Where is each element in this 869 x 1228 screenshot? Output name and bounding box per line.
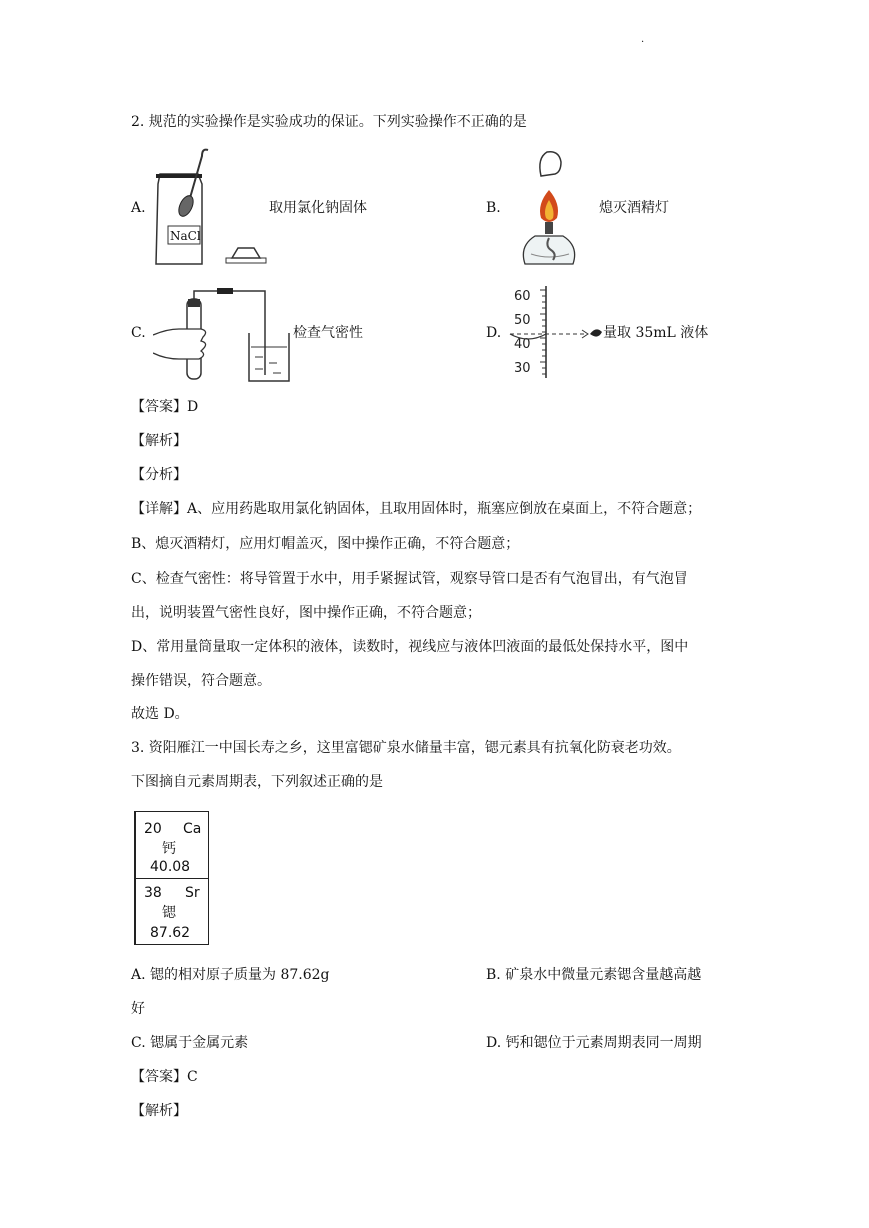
cylinder-tick-60: 60	[514, 289, 531, 304]
q3-analysis-heading: 【解析】	[131, 1103, 187, 1119]
element-symbol: Sr	[185, 885, 200, 901]
element-name: 钙	[162, 841, 176, 857]
header-mark: .	[641, 34, 645, 45]
q2-detail-line: 故选 D。	[131, 706, 189, 722]
q2-option-d-caption: 量取 35mL 液体	[603, 325, 709, 341]
q2-detail-line: B、熄灭酒精灯，应用灯帽盖灭，图中操作正确，不符合题意；	[131, 536, 520, 552]
element-cell-ca	[136, 812, 208, 879]
q3-option-d: D. 钙和锶位于元素周期表同一周期	[486, 1035, 702, 1051]
q2-option-d-letter: D.	[486, 325, 502, 341]
q2-stem: 2. 规范的实验操作是实验成功的保证。下列实验操作不正确的是	[131, 114, 527, 130]
periodic-table-excerpt	[134, 811, 209, 945]
q2-option-b-caption: 熄灭酒精灯	[599, 200, 669, 216]
cylinder-tick-30: 30	[514, 361, 531, 376]
element-number: 38	[144, 885, 162, 901]
cylinder-tick-40: 40	[514, 337, 531, 352]
q3-option-b-continued: 好	[131, 1001, 145, 1017]
element-mass: 87.62	[150, 925, 191, 941]
q2-analysis-heading: 【解析】	[131, 433, 187, 449]
element-symbol: Ca	[183, 821, 202, 837]
q2-detail-line: 出，说明装置气密性良好，图中操作正确，不符合题意；	[131, 605, 481, 621]
graduated-cylinder-figure	[506, 284, 606, 384]
cylinder-tick-50: 50	[514, 313, 531, 328]
q2-option-b-letter: B.	[486, 200, 501, 216]
q3-stem-line: 下图摘自元素周期表，下列叙述正确的是	[131, 774, 383, 790]
q2-detail-line: D、常用量筒量取一定体积的液体，读数时，视线应与液体凹液面的最低处保持水平，图中	[131, 639, 689, 655]
q2-option-c-caption: 检查气密性	[293, 325, 363, 341]
q3-answer: 【答案】C	[131, 1069, 198, 1085]
alcohol-lamp-figure	[513, 146, 583, 271]
q2-option-c-letter: C.	[131, 325, 146, 341]
q2-detail-line: C、检查气密性：将导管置于水中，用手紧握试管，观察导管口是否有气泡冒出，有气泡冒	[131, 571, 688, 587]
element-mass: 40.08	[150, 859, 191, 875]
element-cell-sr	[136, 879, 208, 945]
element-number: 20	[144, 821, 162, 837]
airtightness-check-figure	[153, 285, 298, 385]
nacl-label: NaCl	[170, 229, 201, 243]
q2-detail-line: 【详解】A、应用药匙取用氯化钠固体，且取用固体时，瓶塞应倒放在桌面上，不符合题意；	[131, 501, 702, 517]
q3-option-c: C. 锶属于金属元素	[131, 1035, 249, 1051]
element-name: 锶	[162, 905, 176, 921]
q3-option-a: A. 锶的相对原子质量为 87.62g	[131, 967, 330, 983]
q3-option-b: B. 矿泉水中微量元素锶含量越高越	[486, 967, 702, 983]
q2-fenxi-heading: 【分析】	[131, 467, 187, 483]
q3-stem-line: 3. 资阳雁江一中国长寿之乡，这里富锶矿泉水储量丰富，锶元素具有抗氧化防衰老功效。	[131, 740, 681, 756]
q2-option-a-letter: A.	[131, 200, 146, 216]
q2-option-a-caption: 取用氯化钠固体	[269, 200, 367, 216]
reagent-bottle-figure	[150, 146, 270, 271]
q2-answer: 【答案】D	[131, 399, 199, 415]
q2-detail-line: 操作错误，符合题意。	[131, 673, 271, 689]
